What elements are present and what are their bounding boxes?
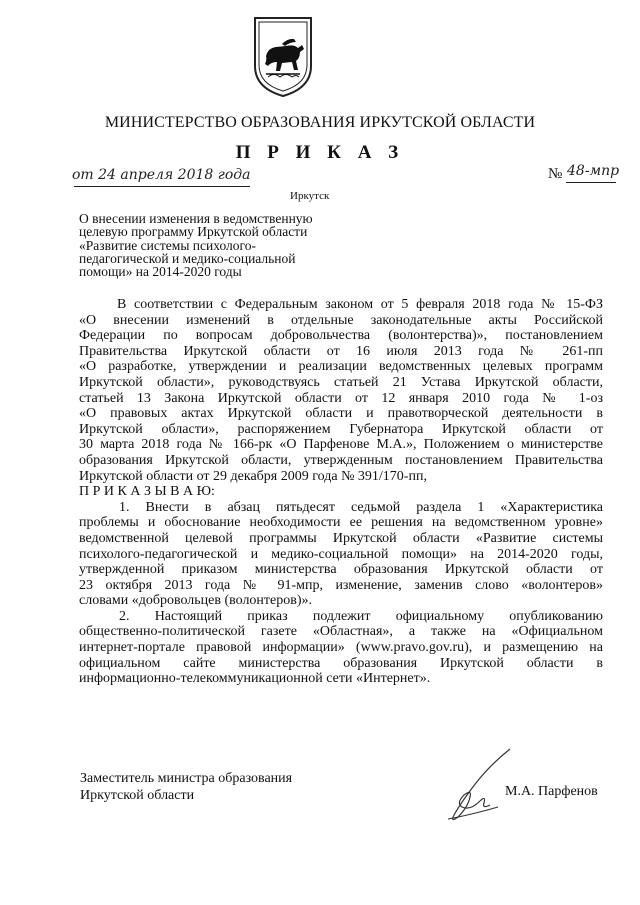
body-line: Иркутской области», руководствуясь статьей 21 Устава Иркутской области, (79, 374, 603, 390)
order-directive: П Р И К А З Ы В А Ю: (79, 484, 215, 500)
body-line: ведомственной целевой программы Иркутской области «Развитие системы (79, 530, 603, 546)
position-line: Иркутской области (80, 788, 195, 803)
body-line: психолого-педагогической и медико-социальной помощи» на 2014-2020 годы, (79, 546, 603, 562)
subject-line: «Развитие системы психолого- (79, 237, 256, 253)
body-line: Иркутской области от 29 декабря 2009 года № 391/170-пп, (79, 468, 427, 484)
body-line: образования Иркутской области, утвержденным постановлением Правительства (79, 452, 603, 468)
subject-line: педагогической и медико-социальной (79, 250, 296, 266)
order-date: от 24 апреля 2018 года (72, 167, 251, 183)
body-line: интернет-портале правовой информации» (www.pravo.gov.ru), и размещению на (79, 640, 603, 656)
body-line: официальном сайте министерства образования Иркутской области в (79, 655, 603, 671)
body-line: «О разработке, утверждении и реализации ведомственных целевых программ (79, 359, 603, 375)
subject-line: О внесении изменения в ведомственную (79, 211, 313, 226)
date-underline (74, 186, 250, 187)
subject-line: помощи» на 2014-2020 годы (79, 264, 242, 280)
subject-line: целевую программу Иркутской области (79, 224, 308, 240)
body-line: Правительства Иркутской области от 16 июля 2013 года № 261-пп (79, 343, 603, 359)
coat-of-arms-icon (252, 14, 314, 98)
body-line: В соответствии с Федеральным законом от 5 февраля 2018 года № 15-ФЗ (117, 297, 603, 312)
ministry-name: МИНИСТЕРСТВО ОБРАЗОВАНИЯ ИРКУТСКОЙ ОБЛАСТИ (104, 114, 536, 131)
position-line: Заместитель министра образования (80, 771, 293, 786)
body-line: 30 марта 2018 года № 166-рк «О Парфенове М.А.», Положением о министерстве (79, 437, 603, 453)
body-line: проблемы и обоснование необходимости ее решения на ведомственном уровне» (79, 515, 603, 531)
body-line: Федерации по вопросам добровольчества (волонтерства)», постановлением (79, 328, 603, 344)
order-subject (79, 212, 345, 278)
body-line: 1. Внести в абзац пятьдесят седьмой раздела 1 «Характеристика (119, 499, 603, 515)
document-title: П Р И К А З (235, 142, 405, 163)
order-body (79, 297, 603, 687)
body-line: информационно-телекоммуникационной сети «Интернет». (79, 671, 431, 687)
body-line: утвержденной приказом министерства образования Иркутской области от (79, 562, 603, 578)
city-name: Иркутск (290, 190, 330, 202)
body-line: Иркутской области», распоряжением Губернатора Иркутской области от (79, 421, 603, 437)
order-number-prefix: № (548, 166, 563, 182)
signatory-position (80, 770, 292, 804)
number-underline (566, 182, 616, 183)
body-line: «О внесении изменений в отдельные законодательные акты Российской (79, 312, 603, 328)
signatory-name: М.А. Парфенов (505, 784, 598, 799)
body-line: словами «добровольцев (волонтеров)». (79, 593, 313, 609)
order-number: 48-мпр (567, 163, 620, 179)
body-line: общественно-политической газете «Областная», а также на «Официальном (79, 624, 603, 640)
body-line: статьей 13 Закона Иркутской области от 12 января 2010 года № 1-оз (79, 390, 603, 406)
body-line: 2. Настоящий приказ подлежит официальному опубликованию (119, 608, 603, 624)
body-line: «О правовых актах Иркутской области и правотворческой деятельности в (79, 406, 603, 422)
body-line: 23 октября 2013 года № 91-мпр, изменение, заменив слово «волонтеров» (79, 577, 603, 593)
